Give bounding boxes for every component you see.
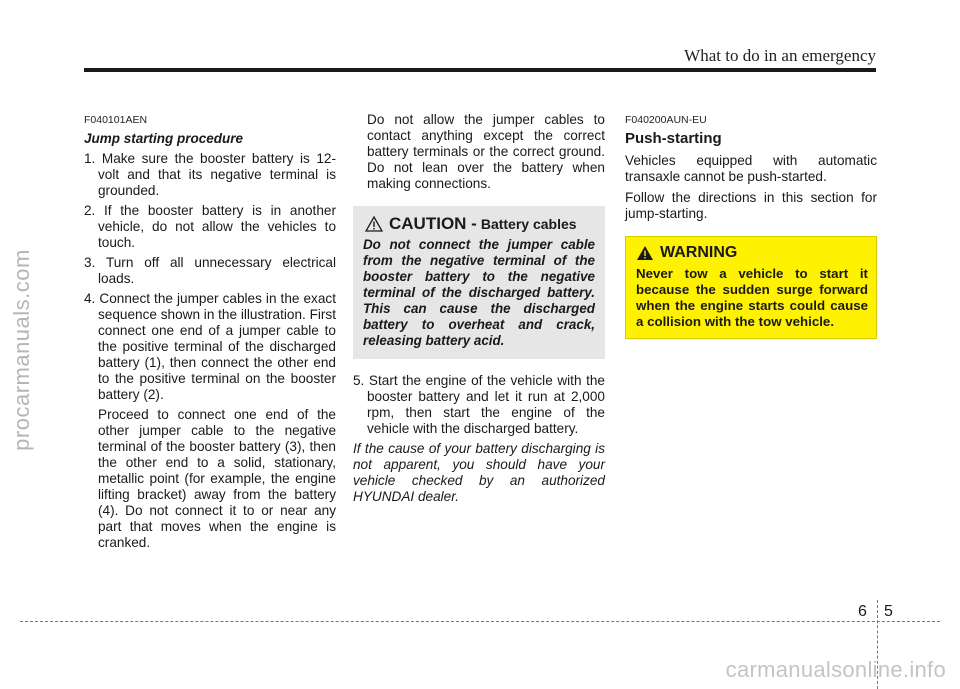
paragraph: Vehicles equipped with automatic transaxle cannot be push-started. <box>625 153 877 184</box>
paragraph: Follow the directions in this section for jump-starting. <box>625 190 877 221</box>
warning-box <box>625 236 877 339</box>
column-jump-starting-continued <box>353 112 605 505</box>
section-code: F040200AUN-EU <box>625 114 707 126</box>
step-item: 4. Connect the jumper cables in the exact sequence shown in the illustration. First connect one end of a jumper cable to the positive terminal of the discharged battery (1), then connect the other end to the positive terminal on the booster battery (2). <box>84 291 337 402</box>
step-item: 2. If the booster battery is in another vehicle, do not allow the vehicles to touch. <box>84 203 336 250</box>
note-paragraph: If the cause of your battery discharging is not apparent, you should have your vehicle checked by an authorized HYUNDAI dealer. <box>353 441 605 504</box>
section-code: F040101AEN <box>84 114 148 126</box>
caution-word: CAUTION - <box>389 214 477 233</box>
warning-word: WARNING <box>660 244 738 261</box>
side-watermark <box>2 150 42 550</box>
section-heading: Push-starting <box>625 130 722 147</box>
warning-text: Never tow a vehicle to start it because the sudden surge forward when the engine starts could cause a collision with the tow vehicle. <box>636 266 868 329</box>
chapter-number: 6 <box>858 603 867 620</box>
warning-triangle-icon <box>636 245 654 261</box>
header-title: What to do in an emergency <box>684 46 876 65</box>
caution-title <box>363 216 595 232</box>
side-watermark-text: procarmanuals.com <box>9 249 34 451</box>
caution-subject: Battery cables <box>480 216 577 232</box>
column-jump-starting <box>84 112 336 556</box>
step-item: 5. Start the engine of the vehicle with the booster battery and let it run at 2,000 rpm, then start the engine of the vehicle with the discharged battery. <box>353 373 605 436</box>
page-number: 5 <box>884 603 893 620</box>
footer-watermark: carmanualsonline.info <box>725 657 946 682</box>
section-subheading: Jump starting procedure <box>84 131 244 146</box>
step-list <box>353 373 605 437</box>
step-list <box>84 151 336 403</box>
step-item: 1. Make sure the booster battery is 12-volt and that its negative terminal is grounded. <box>84 151 336 198</box>
step-item: 3. Turn off all unnecessary electrical loads. <box>84 255 336 286</box>
caution-box <box>353 206 605 359</box>
caution-text: Do not connect the jumper cable from the negative terminal of the booster battery to the negative terminal of the discharged battery. This can cause the discharged battery to overheat and crack, releasing battery acid. <box>363 237 595 348</box>
intro-paragraph: Do not allow the jumper cables to contact anything except the correct battery terminals or the correct ground. Do not lean over the battery when making connections. <box>367 112 605 191</box>
step-continued-paragraph: Proceed to connect one end of the other jumper cable to the negative terminal of the booster battery (3), then the other end to a solid, stationary, metallic point (for example, the engine lifting bracket) away from the battery (4). Do not connect it to or near any part that moves when the engine is cranked. <box>98 407 336 550</box>
warning-triangle-icon <box>365 216 383 232</box>
warning-title <box>636 245 868 261</box>
column-push-starting <box>625 112 877 339</box>
footer-rule <box>20 621 940 622</box>
header-rule <box>84 68 876 72</box>
